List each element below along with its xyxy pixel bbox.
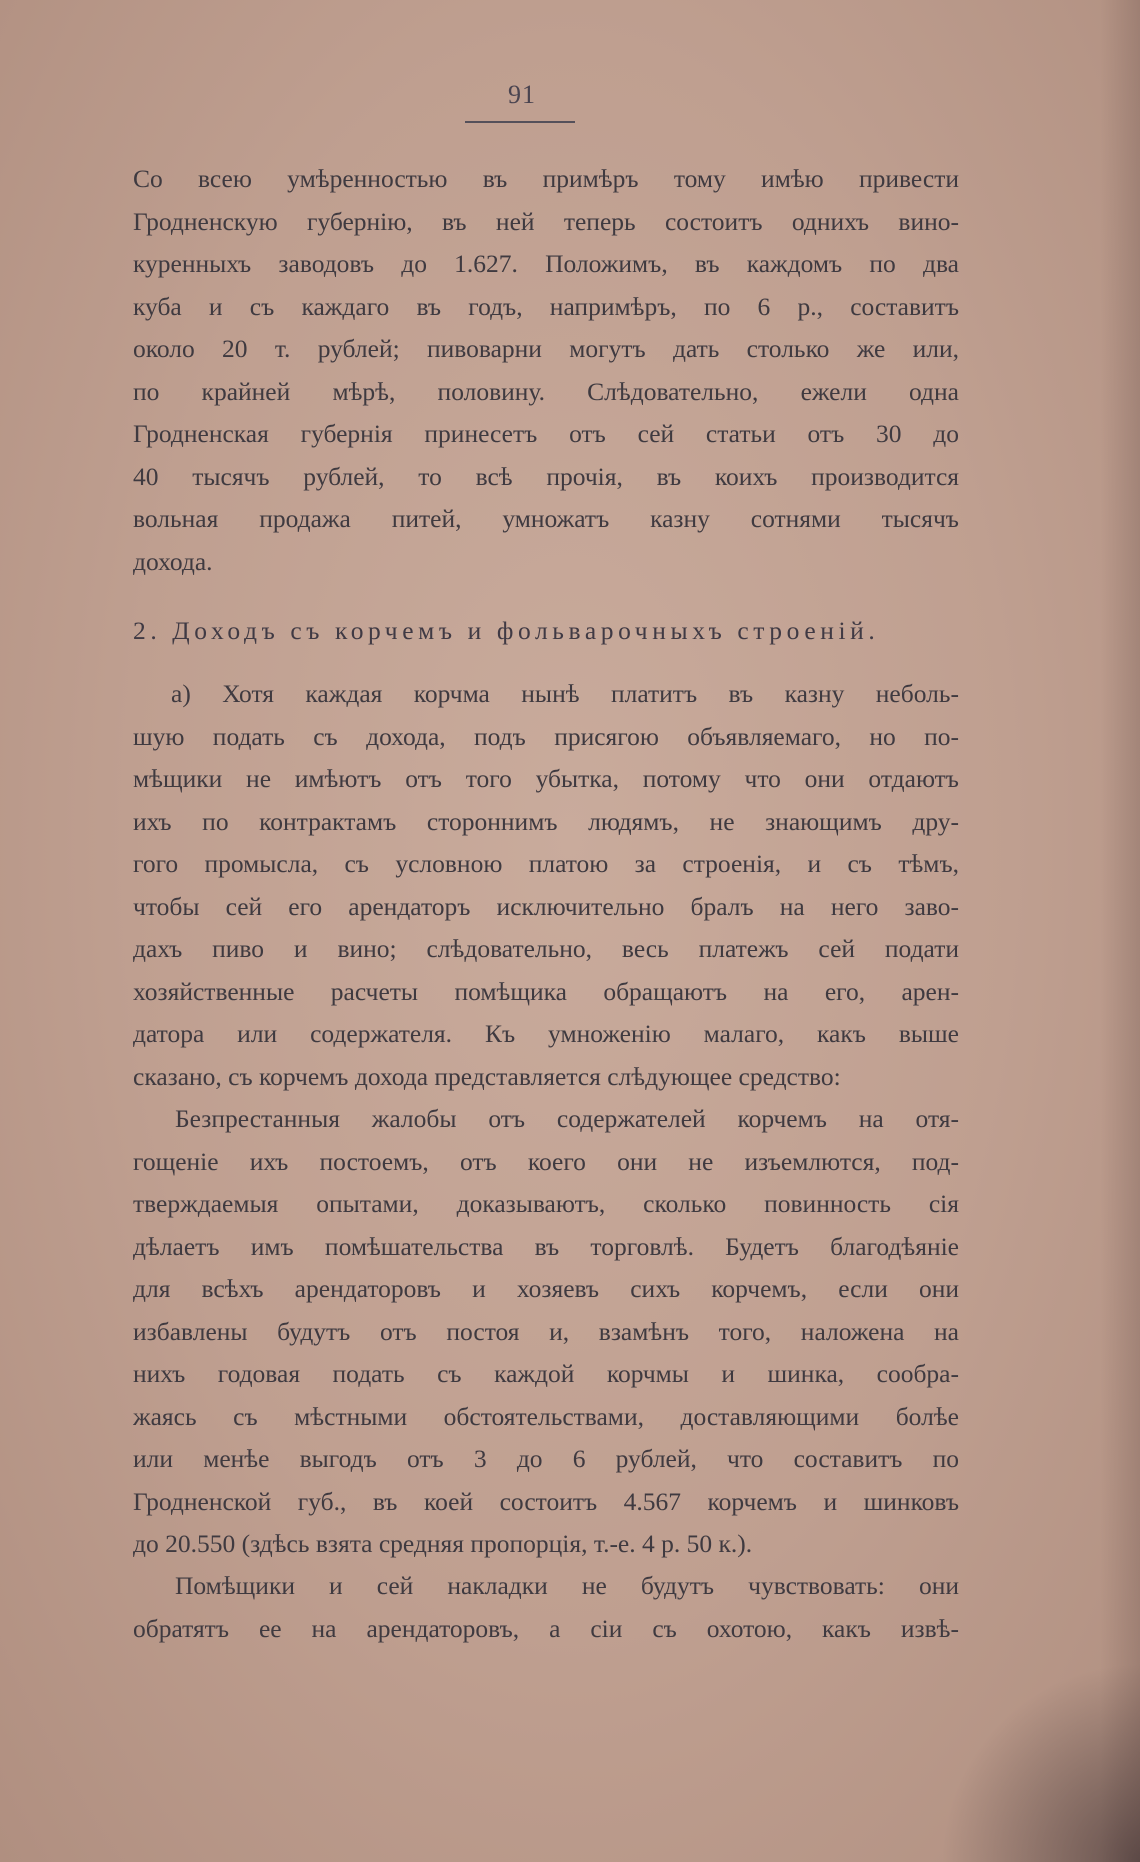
text-line: для всѣхъ арендаторовъ и хозяевъ сихъ корчемъ, если они (133, 1274, 959, 1303)
text-line: чтобы сей его арендаторъ исключительно бралъ на него заво- (133, 891, 959, 921)
page-number-rule (465, 121, 575, 123)
text-line: или менѣе выгодъ отъ 3 до 6 рублей, что составитъ по (133, 1444, 959, 1473)
text-line: Помѣщики и сей накладки не будутъ чувствовать: они (175, 1571, 959, 1600)
text-line: а) Хотя каждая корчма нынѣ платитъ въ казну неболь- (171, 679, 959, 708)
text-line: избавлены будутъ отъ постоя и, взамѣнъ того, наложена на (133, 1316, 959, 1346)
text-line: нихъ годовая подать съ каждой корчмы и шинка, сообра- (133, 1359, 959, 1388)
text-line: дѣлаетъ имъ помѣшательства въ торговлѣ. Будетъ благодѣяніе (133, 1231, 959, 1261)
text-line: Гродненскую губернію, въ ней теперь состоитъ однихъ вино- (133, 206, 959, 236)
text-line: обратятъ ее на арендаторовъ, а сіи съ охотою, какъ извѣ- (133, 1613, 959, 1643)
paragraph-2 (133, 673, 959, 1098)
text-line: дохода. (133, 546, 213, 576)
text-line: до 20.550 (здѣсь взята средняя пропорція, т.-е. 4 р. 50 к.). (133, 1529, 753, 1558)
page-edge-shadow (1100, 0, 1140, 1862)
text-line: датора или содержателя. Къ умноженію малаго, какъ выше (133, 1019, 959, 1048)
section-heading: 2. Доходъ съ корчемъ и фольварочныхъ строеній. (133, 616, 880, 645)
text-line: около 20 т. рублей; пивоварни могутъ дать столько же или, (133, 334, 959, 363)
text-line: Безпрестанныя жалобы отъ содержателей корчемъ на отя- (175, 1104, 959, 1133)
text-line: Со всею умѣренностью въ примѣръ тому имѣю привести (133, 164, 959, 193)
page-number: 91 (508, 80, 536, 109)
page-corner-shadow (940, 1662, 1140, 1862)
text-line: куба и съ каждаго въ годъ, напримѣръ, по 6 р., составитъ (133, 291, 959, 321)
text-line: хозяйственные расчеты помѣщика обращаютъ на его, арен- (133, 976, 959, 1006)
paragraph-4 (133, 1565, 959, 1650)
text-line: по крайней мѣрѣ, половину. Слѣдовательно, ежели одна (133, 376, 959, 406)
paragraph-3 (133, 1098, 959, 1566)
text-line: Гродненской губ., въ коей состоитъ 4.567 корчемъ и шинковъ (133, 1486, 959, 1516)
text-line: 40 тысячъ рублей, то всѣ прочія, въ коихъ производится (133, 461, 959, 491)
text-line: ихъ по контрактамъ стороннимъ людямъ, не знающимъ дру- (133, 806, 959, 836)
text-line: Гродненская губернія принесетъ отъ сей статьи отъ 30 до (133, 419, 959, 448)
text-line: дахъ пиво и вино; слѣдовательно, весь платежъ сей подати (133, 934, 959, 963)
text-line: куренныхъ заводовъ до 1.627. Положимъ, въ каждомъ по два (133, 249, 959, 278)
text-line: жаясь съ мѣстными обстоятельствами, доставляющими болѣе (133, 1401, 959, 1431)
text-line: сказано, съ корчемъ дохода представляется слѣдующее средство: (133, 1061, 841, 1091)
text-line: вольная продажа питей, умножатъ казну сотнями тысячъ (133, 504, 959, 533)
text-line: тверждаемыя опытами, доказываютъ, сколько повинность сія (133, 1189, 959, 1218)
text-line: гого промысла, съ условною платою за строенія, и съ тѣмъ, (133, 849, 959, 878)
paragraph-1 (133, 158, 959, 583)
text-line: шую подать съ дохода, подъ присягою объявляемаго, но по- (133, 721, 959, 751)
text-line: мѣщики не имѣютъ отъ того убытка, потому что они отдаютъ (133, 764, 959, 793)
text-line: гощеніе ихъ постоемъ, отъ коего они не изъемлются, под- (133, 1146, 959, 1176)
